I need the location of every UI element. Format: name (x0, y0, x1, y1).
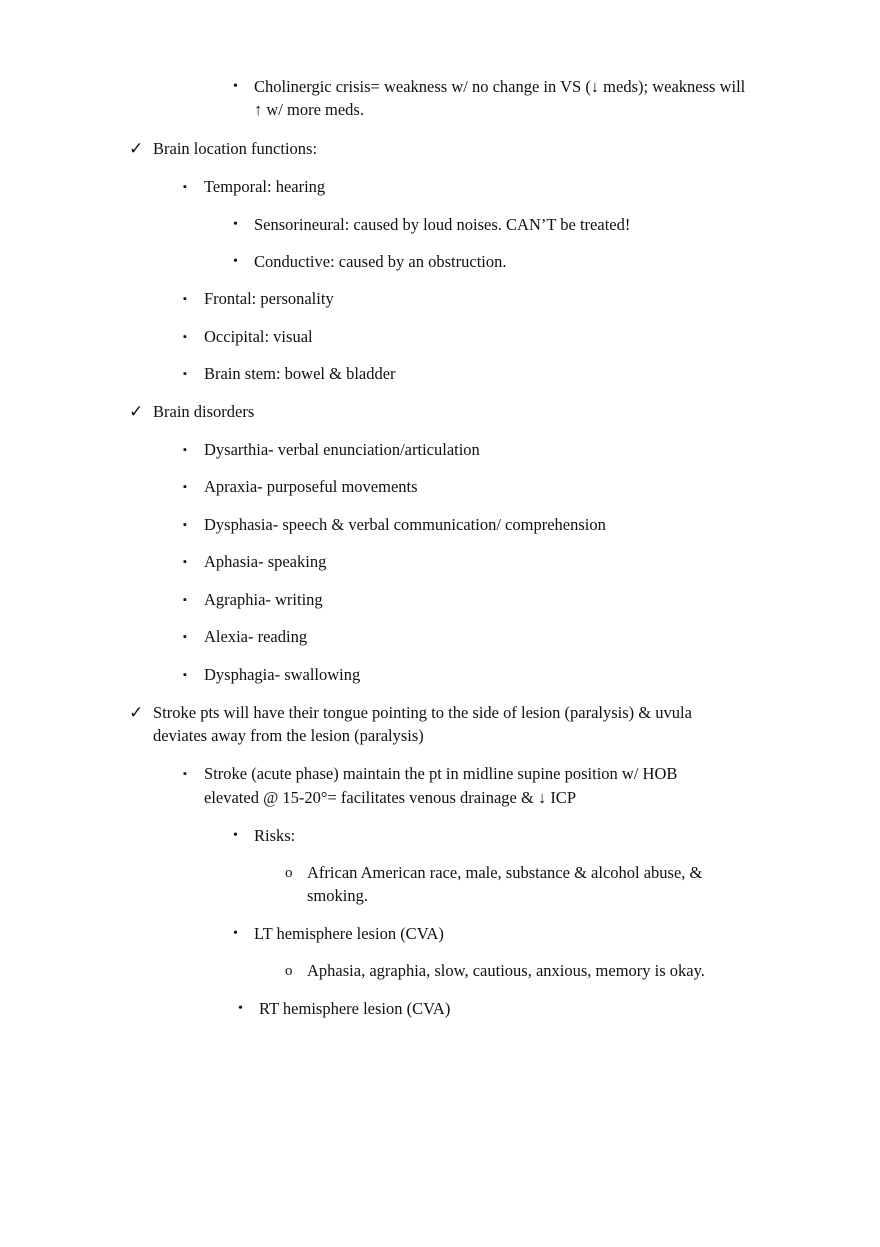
bullet-square-icon: ▪ (183, 669, 187, 681)
list-item-apraxia: Apraxia- purposeful movements (204, 477, 418, 496)
section-heading-brain-location: Brain location functions: (153, 139, 318, 158)
bullet-square-icon: ▪ (183, 331, 187, 343)
bullet-dot-icon: • (233, 79, 238, 94)
list-item-rt-hemisphere: RT hemisphere lesion (CVA) (259, 999, 451, 1018)
bullet-square-icon: ▪ (183, 368, 187, 380)
list-item-alexia: Alexia- reading (204, 627, 308, 646)
list-item-cholinergic-crisis-cont: ↑ w/ more meds. (254, 100, 364, 119)
list-item-lt-hemisphere: LT hemisphere lesion (CVA) (254, 924, 444, 943)
bullet-square-icon: ▪ (183, 594, 187, 606)
section-heading-brain-disorders: Brain disorders (153, 402, 255, 421)
list-item-risk-factors-cont: smoking. (307, 886, 368, 905)
bullet-square-icon: ▪ (183, 556, 187, 568)
bullet-dot-icon: • (233, 217, 238, 232)
checkmark-icon: ✓ (129, 139, 144, 158)
list-item-stroke-acute: Stroke (acute phase) maintain the pt in midline supine position w/ HOB (204, 764, 678, 783)
bullet-square-icon: ▪ (183, 631, 187, 643)
bullet-square-icon: ▪ (183, 444, 187, 456)
list-item-sensorineural: Sensorineural: caused by loud noises. CAN’T be treated! (254, 215, 631, 234)
list-item-aphasia: Aphasia- speaking (204, 552, 327, 571)
bullet-dot-icon: • (233, 828, 238, 843)
list-item-dysphasia: Dysphasia- speech & verbal communication/ comprehension (204, 515, 606, 534)
list-item-dysarthia: Dysarthia- verbal enunciation/articulation (204, 440, 480, 459)
bullet-dot-icon: • (233, 254, 238, 269)
list-item-cholinergic-crisis: Cholinergic crisis= weakness w/ no change in VS (↓ meds); weakness will (254, 77, 746, 96)
list-item-risks: Risks: (254, 826, 296, 845)
list-item-conductive: Conductive: caused by an obstruction. (254, 252, 507, 271)
list-item-brain-stem: Brain stem: bowel & bladder (204, 364, 396, 383)
bullet-circle-icon: o (285, 963, 293, 979)
list-item-stroke-acute-cont: elevated @ 15-20°= facilitates venous drainage & ↓ ICP (204, 788, 576, 807)
bullet-square-icon: ▪ (183, 768, 187, 780)
list-item-agraphia: Agraphia- writing (204, 590, 323, 609)
bullet-square-icon: ▪ (183, 519, 187, 531)
list-item-temporal: Temporal: hearing (204, 177, 326, 196)
bullet-square-icon: ▪ (183, 481, 187, 493)
list-item-occipital: Occipital: visual (204, 327, 313, 346)
bullet-square-icon: ▪ (183, 181, 187, 193)
section-heading-stroke-cont: deviates away from the lesion (paralysis) (153, 726, 424, 745)
checkmark-icon: ✓ (129, 402, 144, 421)
list-item-dysphagia: Dysphagia- swallowing (204, 665, 361, 684)
list-item-lt-hemisphere-effects: Aphasia, agraphia, slow, cautious, anxious, memory is okay. (307, 961, 705, 980)
list-item-risk-factors: African American race, male, substance & alcohol abuse, & (307, 863, 703, 882)
bullet-dot-icon: • (238, 1001, 243, 1016)
bullet-square-icon: ▪ (183, 293, 187, 305)
bullet-circle-icon: o (285, 865, 293, 881)
list-item-frontal: Frontal: personality (204, 289, 334, 308)
checkmark-icon: ✓ (129, 703, 144, 722)
section-heading-stroke: Stroke pts will have their tongue pointing to the side of lesion (paralysis) & uvula (153, 703, 692, 722)
bullet-dot-icon: • (233, 926, 238, 941)
